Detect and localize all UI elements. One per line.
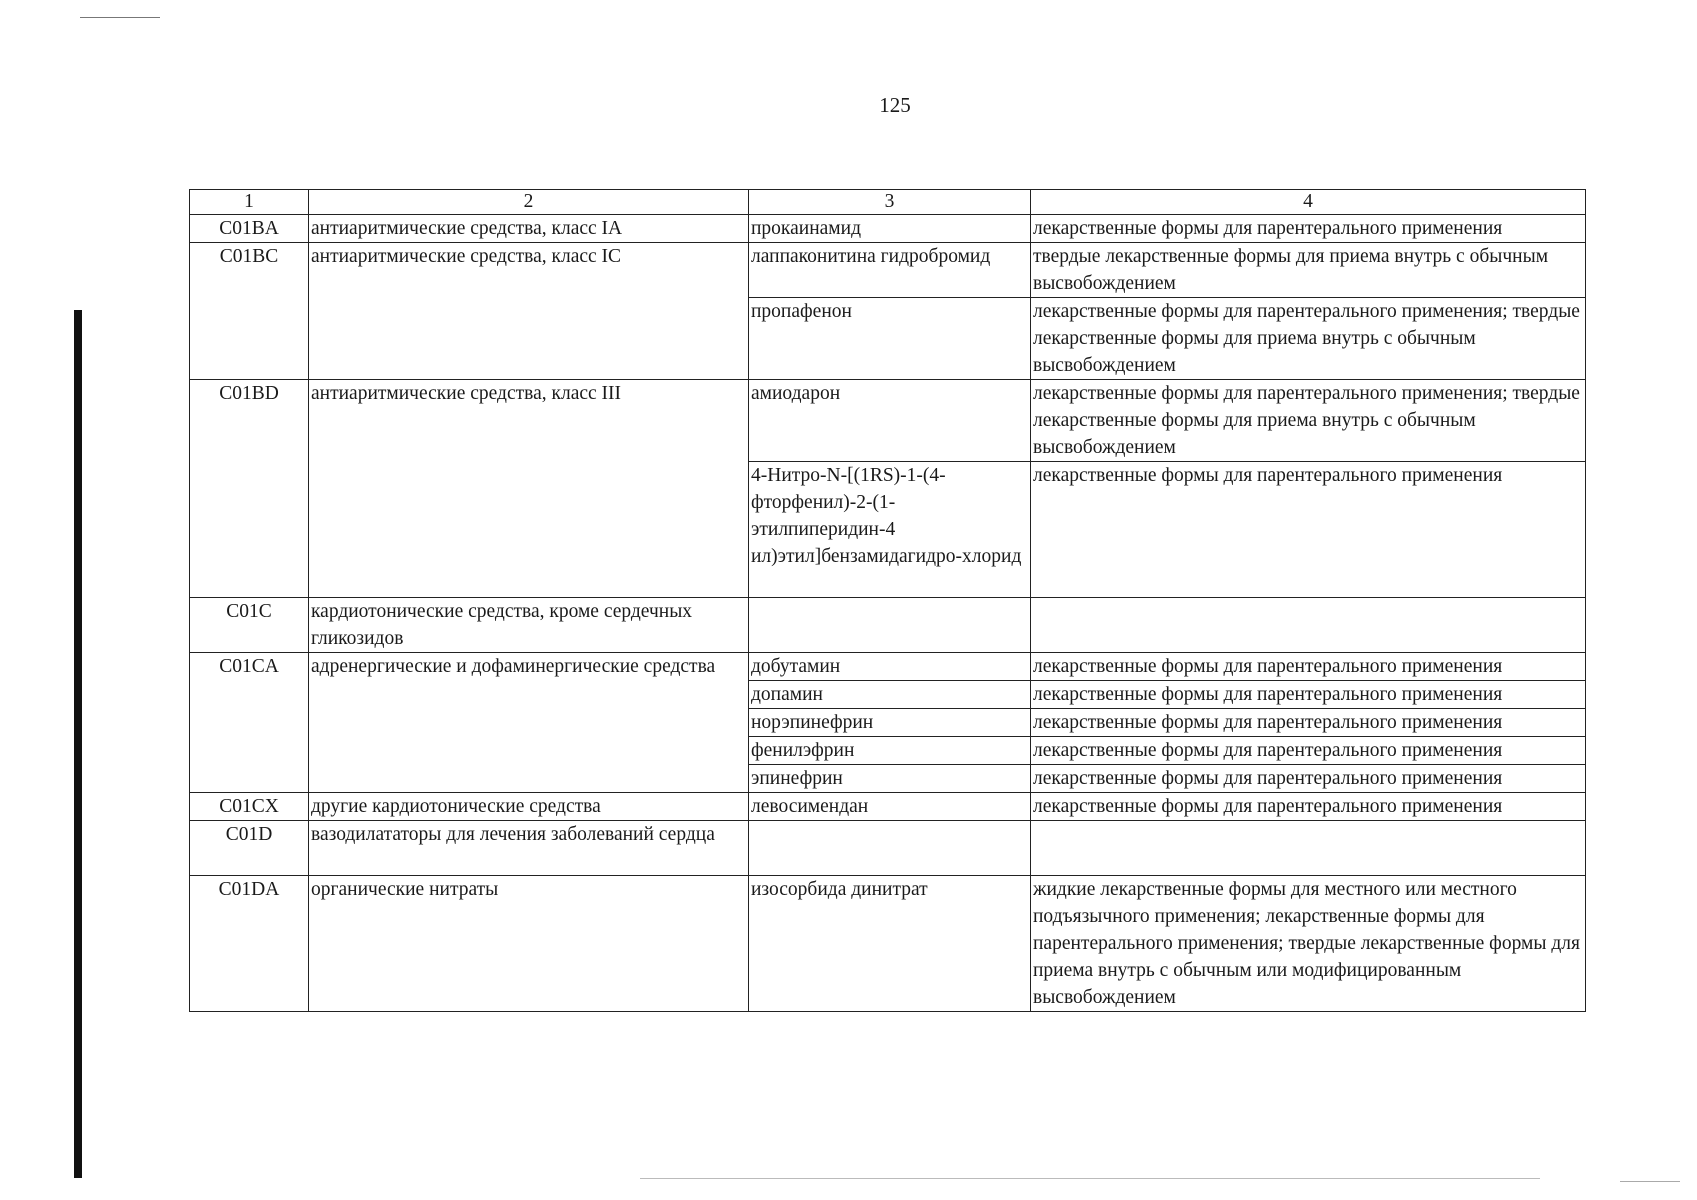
drug-name: добутамин: [749, 653, 1031, 681]
table-row: [190, 821, 1586, 876]
scan-artifact-line: [640, 1178, 1540, 1179]
drug-name: амиодарон: [749, 380, 1031, 462]
atc-code: C01C: [190, 598, 309, 653]
drug-name: фенилэфрин: [749, 737, 1031, 765]
header-cell: 3: [749, 190, 1031, 215]
dosage-form: лекарственные формы для парентерального применения: [1031, 215, 1586, 243]
dosage-form: твердые лекарственные формы для приема внутрь с обычным высвобождением: [1031, 243, 1586, 298]
atc-code: C01BC: [190, 243, 309, 380]
dosage-form: [1031, 598, 1586, 653]
table-row: [190, 243, 1586, 298]
dosage-form: лекарственные формы для парентерального применения: [1031, 709, 1586, 737]
dosage-form: лекарственные формы для парентерального применения: [1031, 681, 1586, 709]
drug-name: [749, 821, 1031, 876]
drug-name: норэпинефрин: [749, 709, 1031, 737]
group-name: адренергические и дофаминергические средства: [309, 653, 749, 793]
dosage-form: лекарственные формы для парентерального применения: [1031, 653, 1586, 681]
header-cell: 1: [190, 190, 309, 215]
drug-name: изосорбида динитрат: [749, 876, 1031, 1012]
scan-artifact-line: [1620, 1181, 1680, 1182]
table-row: [190, 598, 1586, 653]
atc-code: C01BD: [190, 380, 309, 598]
header-row: [190, 190, 1586, 215]
group-name: органические нитраты: [309, 876, 749, 1012]
dosage-form: лекарственные формы для парентерального применения; твердые лекарственные формы для приема внутрь с обычным высвобождением: [1031, 298, 1586, 380]
group-name: кардиотонические средства, кроме сердечных гликозидов: [309, 598, 749, 653]
dosage-form: лекарственные формы для парентерального применения: [1031, 737, 1586, 765]
drug-table: [189, 189, 1586, 1012]
header-cell: 4: [1031, 190, 1586, 215]
drug-name: левосимендан: [749, 793, 1031, 821]
table-row: [190, 876, 1586, 1012]
atc-code: C01CX: [190, 793, 309, 821]
drug-name: эпинефрин: [749, 765, 1031, 793]
page-number: 125: [879, 93, 911, 117]
header-cell: 2: [309, 190, 749, 215]
table-row: [190, 793, 1586, 821]
group-name: другие кардиотонические средства: [309, 793, 749, 821]
atc-code: C01BA: [190, 215, 309, 243]
group-name: антиаритмические средства, класс III: [309, 380, 749, 598]
group-name: вазодилататоры для лечения заболеваний сердца: [309, 821, 749, 876]
group-name: антиаритмические средства, класс IA: [309, 215, 749, 243]
drug-name: пропафенон: [749, 298, 1031, 380]
drug-name: допамин: [749, 681, 1031, 709]
atc-code: C01CA: [190, 653, 309, 793]
atc-code: C01D: [190, 821, 309, 876]
dosage-form: лекарственные формы для парентерального применения: [1031, 765, 1586, 793]
drug-name: прокаинамид: [749, 215, 1031, 243]
dosage-form: [1031, 821, 1586, 876]
drug-name: лаппаконитина гидробромид: [749, 243, 1031, 298]
table-row: [190, 653, 1586, 681]
table-row: [190, 380, 1586, 462]
group-name: антиаритмические средства, класс IC: [309, 243, 749, 380]
scan-artifact-line: [80, 17, 160, 18]
dosage-form: жидкие лекарственные формы для местного или местного подъязычного применения; лекарственные формы для парентерального применения; твердые лекарственные формы для приема внутрь с обычным или модифицированным высвобождением: [1031, 876, 1586, 1012]
dosage-form: лекарственные формы для парентерального применения; твердые лекарственные формы для приема внутрь с обычным высвобождением: [1031, 380, 1586, 462]
scan-artifact-bar: [74, 310, 82, 1178]
atc-code: C01DA: [190, 876, 309, 1012]
dosage-form: лекарственные формы для парентерального применения: [1031, 793, 1586, 821]
drug-name: [749, 598, 1031, 653]
drug-name: 4-Нитро-N-[(1RS)-1-(4-фторфенил)-2-(1-этилпиперидин-4 ил)этил]бензамидагидро-хлорид: [749, 462, 1031, 598]
table-row: [190, 215, 1586, 243]
dosage-form: лекарственные формы для парентерального применения: [1031, 462, 1586, 598]
